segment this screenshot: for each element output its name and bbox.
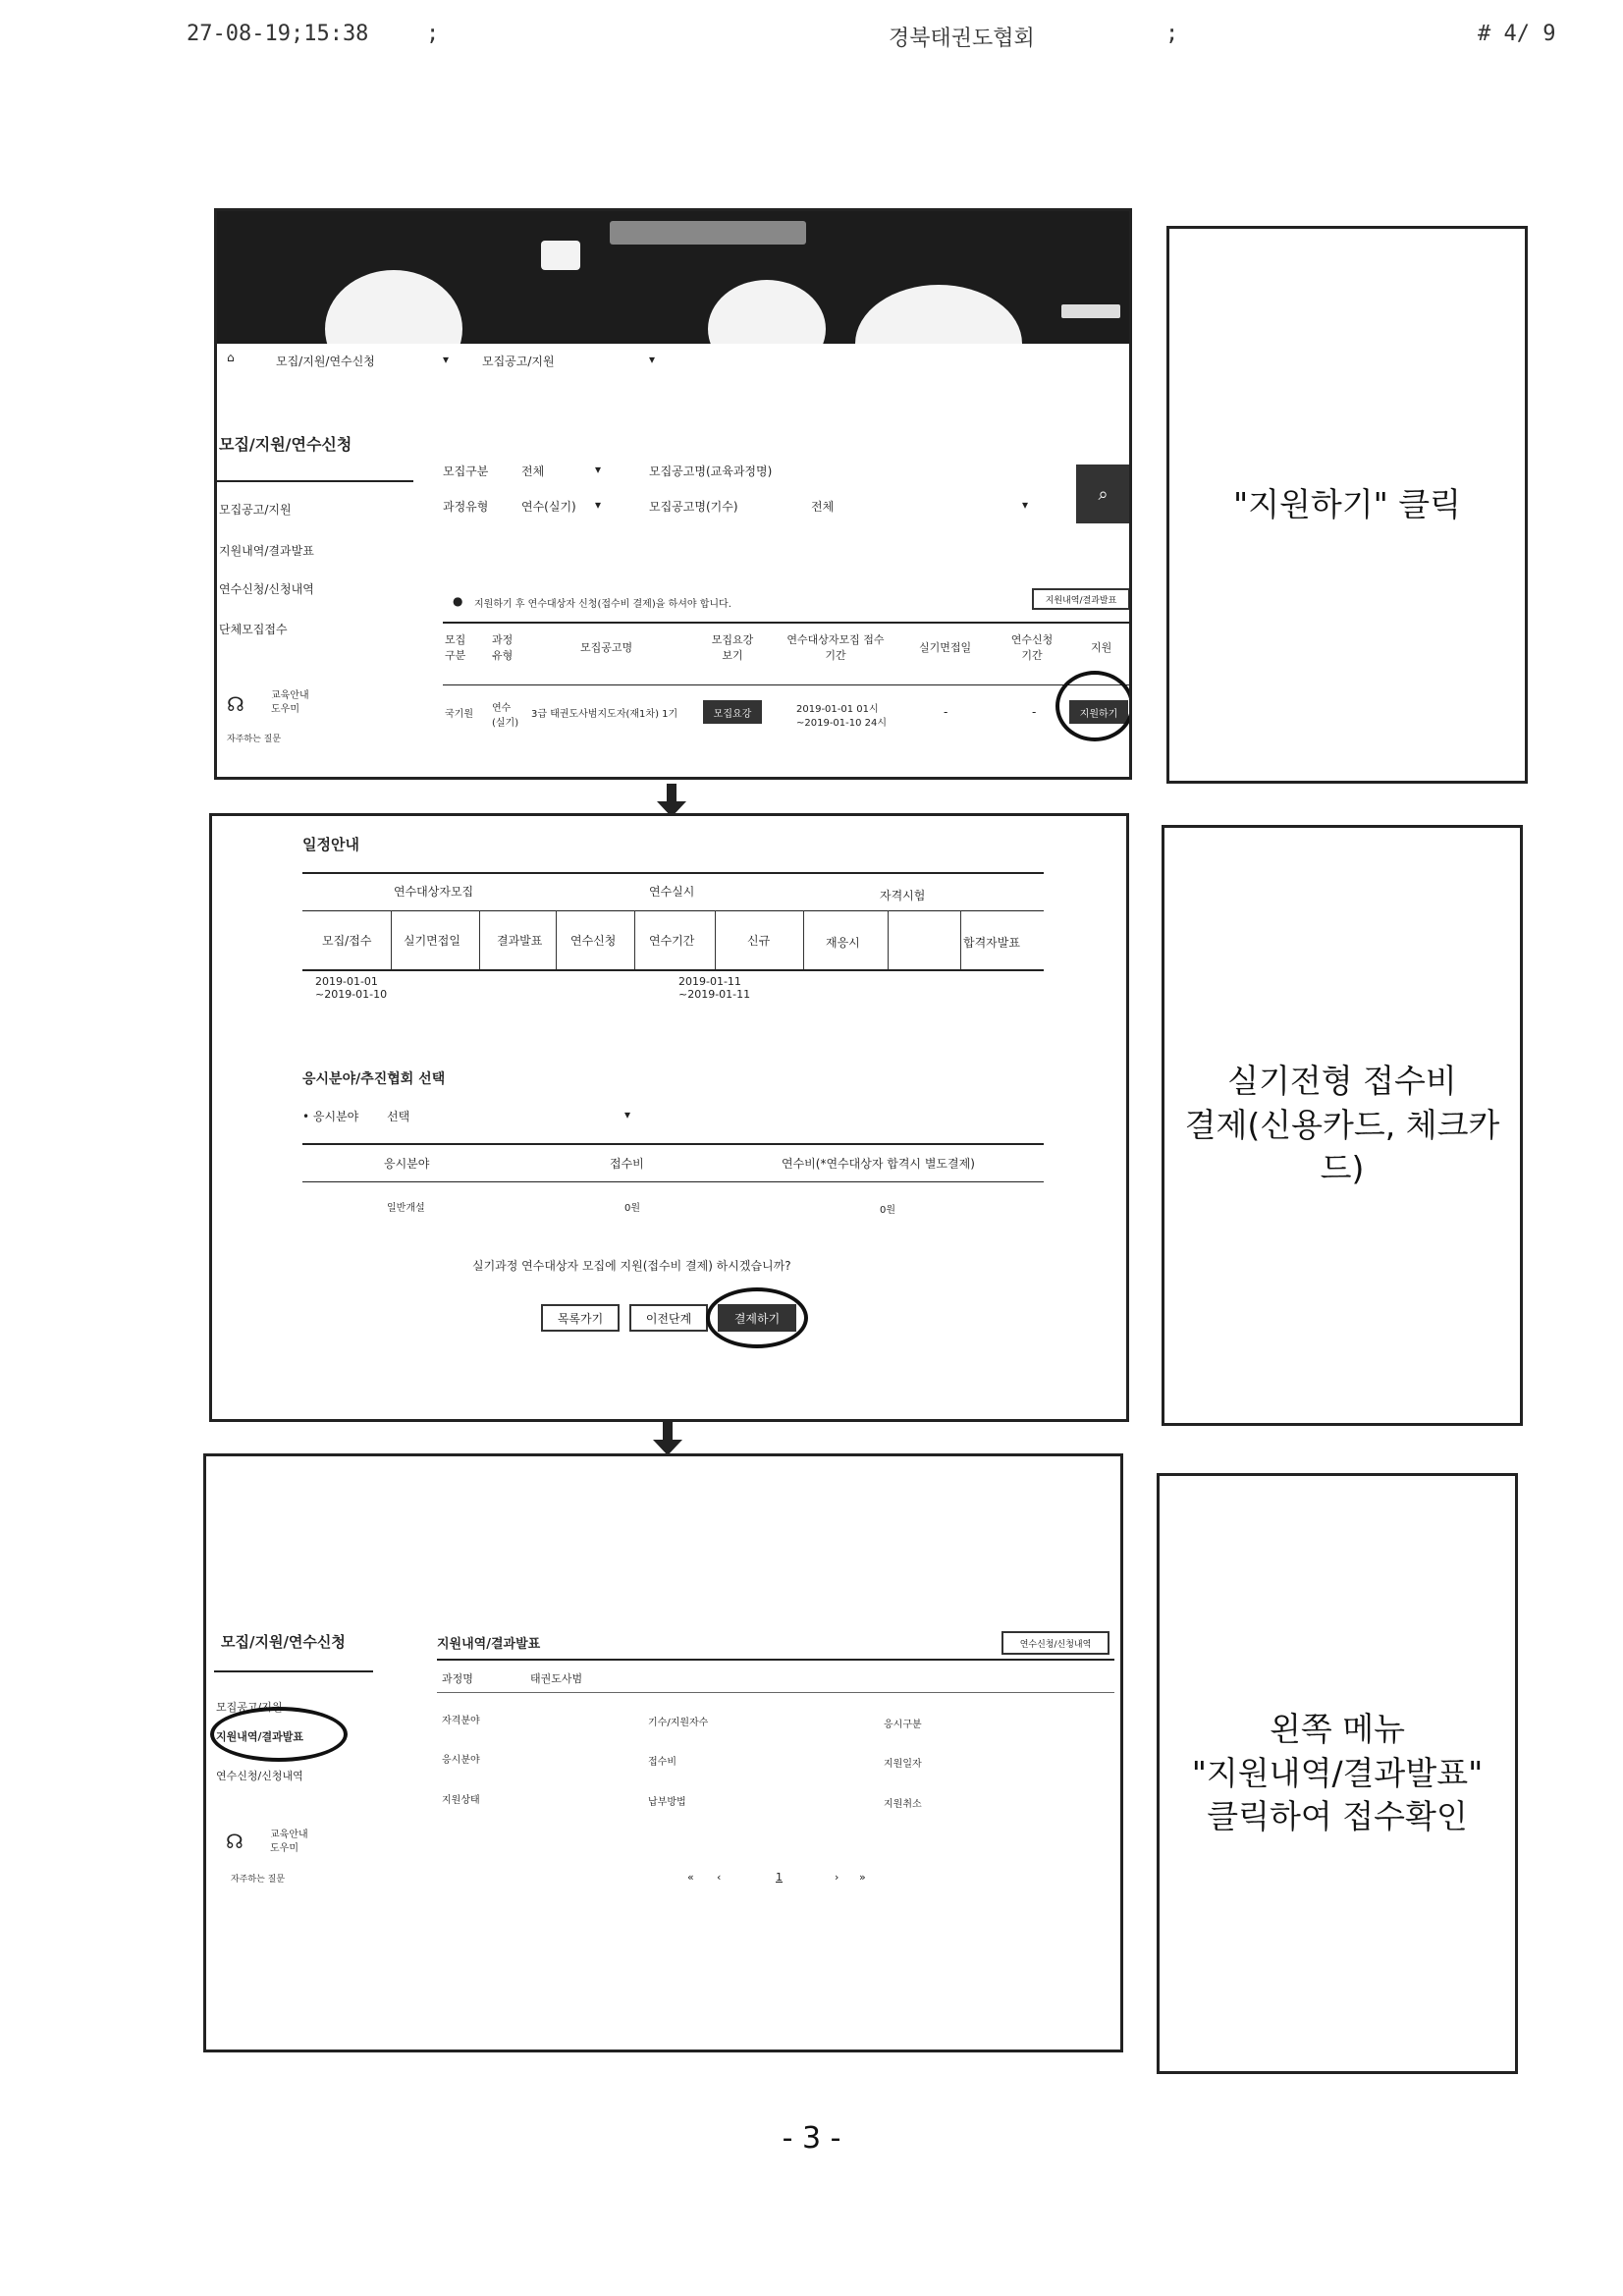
instruction-note: 실기전형 접수비 결제(신용카드, 체크카드) <box>1162 825 1523 1426</box>
filter-label: 모집공고명(교육과정명) <box>649 465 773 478</box>
screenshot-recruit-list: ⌂ 모집/지원/연수신청 ▾ 모집공고/지원 ▾ 모집/지원/연수신청 모집공고/지원 지원내역/결과발표 연수신청/신청내역 단체모집접수 ☊ 교육안내 도우미 자주하는 질문 모집구분 전체 ▾ 모집공고명(교육과정명) 과정유형 연수(실기) ▾ 모집공고명(기수) 전체 ▾ ⌕ ● 지원하기 후 연수대상자 신청(접수비 결제)을 하셔야 합니다. 지원내역/결과발표 모집 구분 과정 유형 모집공고명 모집요강 보기 연수대상자모집 접수기간 실기면접일 연수신청 기간 지원 국기원 연수 (실기) 3급 태권도사범지도자(재1차) 1기 모집요강 2019-01-01 01시 ~2019-01-10 24시 - - 지원하기 <box>214 208 1132 780</box>
table-header: 지원 <box>1091 641 1112 654</box>
info-label: 납부방법 <box>648 1797 686 1808</box>
chevron-down-icon: ▾ <box>595 463 602 476</box>
info-label: 자격분야 <box>442 1716 480 1726</box>
fax-timestamp: 27-08-19;15:38 <box>187 22 369 46</box>
confirm-question: 실기과정 연수대상자 모집에 지원(접수비 결제) 하시겠습니까? <box>472 1259 791 1273</box>
training-dates: 2019-01-11 ~2019-01-11 <box>678 975 751 1001</box>
screenshot-application-history <box>203 1453 1123 2052</box>
left-menu-item-active[interactable]: 지원내역/결과발표 <box>216 1730 304 1743</box>
schedule-column: 신규 <box>747 934 771 948</box>
field-title: 응시분야/추진협회 선택 <box>302 1071 446 1087</box>
headset-icon: ☊ <box>227 692 244 716</box>
schedule-column: 재응시 <box>826 936 860 950</box>
left-menu-item[interactable]: 지원내역/결과발표 <box>219 544 314 558</box>
instruction-note: 왼쪽 메뉴 "지원내역/결과발표" 클릭하여 접수확인 <box>1157 1473 1518 2074</box>
history-button[interactable]: 지원내역/결과발표 <box>1032 588 1130 610</box>
group-header: 자격시험 <box>880 889 926 902</box>
help-label[interactable]: 교육안내 <box>270 1830 308 1840</box>
table-header: 실기면접일 <box>919 641 972 654</box>
chevron-down-icon: ▾ <box>443 353 450 366</box>
chevron-down-icon: ▾ <box>624 1108 631 1121</box>
pay-button[interactable]: 결제하기 <box>718 1304 796 1332</box>
info-label: 기수/지원자수 <box>648 1718 709 1728</box>
left-menu-item[interactable]: 모집공고/지원 <box>216 1701 283 1714</box>
fee-header: 연수비(*연수대상자 합격시 별도결제) <box>782 1157 975 1171</box>
pagination-next[interactable]: › <box>835 1871 839 1884</box>
field-label: • 응시분야 <box>302 1110 359 1123</box>
highlight-circle <box>1055 671 1132 741</box>
table-header: 모집공고명 <box>580 641 633 654</box>
notice-text: 지원하기 후 연수대상자 신청(접수비 결제)을 하셔야 합니다. <box>474 599 731 610</box>
headset-icon: ☊ <box>226 1830 243 1853</box>
fax-separator: ; <box>426 22 440 46</box>
chevron-down-icon: ▾ <box>1022 498 1029 512</box>
recruit-dates: 2019-01-01 ~2019-01-10 <box>315 975 388 1001</box>
info-label: 응시구분 <box>884 1720 922 1730</box>
table-header: 연수대상자모집 접수기간 <box>786 633 885 662</box>
info-label: 지원상태 <box>442 1795 480 1806</box>
content-title: 지원내역/결과발표 <box>437 1637 541 1652</box>
filter-select-period[interactable]: 전체 <box>811 500 835 514</box>
table-header: 모집요강 보기 <box>711 633 754 662</box>
schedule-column: 실기면접일 <box>404 934 460 948</box>
schedule-column: 연수신청 <box>570 934 617 948</box>
info-label: 접수비 <box>648 1757 676 1768</box>
search-button[interactable] <box>1076 465 1130 523</box>
left-menu-item[interactable]: 연수신청/신청내역 <box>219 582 314 596</box>
table-header: 연수신청 기간 <box>1010 633 1054 662</box>
course-label: 과정명 <box>442 1672 473 1685</box>
training-history-button[interactable]: 연수신청/신청내역 <box>1001 1631 1109 1655</box>
filter-select-recruit-type[interactable]: 전체 <box>521 465 545 478</box>
section-title: 모집/지원/연수신청 <box>221 1633 346 1651</box>
pagination-prev[interactable]: ‹ <box>717 1871 722 1884</box>
list-button[interactable]: 목록가기 <box>541 1304 620 1332</box>
fee-header: 접수비 <box>610 1157 644 1171</box>
fee-header: 응시분야 <box>384 1157 430 1171</box>
help-label[interactable]: 도우미 <box>270 1843 298 1854</box>
breadcrumb-level2[interactable]: 모집공고/지원 <box>482 355 555 368</box>
fee-cell: 일반개설 <box>387 1203 425 1214</box>
fax-header <box>0 22 1623 61</box>
fee-cell: 0원 <box>880 1205 896 1216</box>
section-title: 모집/지원/연수신청 <box>219 435 352 454</box>
info-label: 지원취소 <box>884 1799 922 1810</box>
left-menu-item[interactable]: 모집공고/지원 <box>219 503 292 517</box>
instruction-note: "지원하기" 클릭 <box>1166 226 1528 784</box>
course-value: 태권도사범 <box>530 1672 583 1685</box>
group-header: 연수실시 <box>649 885 695 899</box>
filter-label: 모집공고명(기수) <box>649 500 738 514</box>
filter-label: 과정유형 <box>443 500 489 514</box>
schedule-column: 모집/접수 <box>322 934 372 948</box>
help-label[interactable]: 교육안내 <box>271 690 309 701</box>
pagination-first[interactable]: « <box>687 1871 694 1884</box>
screenshot-schedule-payment <box>209 813 1129 1422</box>
schedule-column: 결과발표 <box>497 934 543 948</box>
pagination-page[interactable]: 1 <box>776 1871 783 1884</box>
home-icon[interactable]: ⌂ <box>227 351 235 364</box>
table-header: 과정 유형 <box>492 633 514 662</box>
fee-cell: 0원 <box>624 1203 641 1214</box>
previous-button[interactable]: 이전단계 <box>629 1304 708 1332</box>
schedule-column: 연수기간 <box>649 934 695 948</box>
chevron-down-icon: ▾ <box>649 353 656 366</box>
guide-button[interactable]: 모집요강 <box>703 700 762 724</box>
fax-sender: 경북태권도협회 <box>889 27 1035 51</box>
highlight-circle <box>210 1707 348 1762</box>
help-label[interactable]: 도우미 <box>271 704 299 715</box>
table-header: 모집 구분 <box>445 633 466 662</box>
left-menu-item[interactable]: 단체모집접수 <box>219 623 288 636</box>
info-label: 응시분야 <box>442 1755 480 1766</box>
schedule-title: 일정안내 <box>302 836 359 853</box>
pagination-last[interactable]: » <box>859 1871 866 1884</box>
info-icon: ● <box>453 594 463 608</box>
filter-select-course-type[interactable]: 연수(실기) <box>521 500 576 514</box>
group-header: 연수대상자모집 <box>394 885 474 899</box>
info-label: 지원일자 <box>884 1759 922 1770</box>
field-select[interactable]: 선택 <box>387 1110 410 1123</box>
chevron-down-icon: ▾ <box>595 498 602 512</box>
faq-link[interactable]: 자주하는 질문 <box>231 1875 286 1885</box>
banner-image <box>217 211 1130 344</box>
faq-link[interactable]: 자주하는 질문 <box>227 735 282 744</box>
fax-separator: ; <box>1165 22 1179 46</box>
fax-page-count: # 4/ 9 <box>1478 22 1556 46</box>
page-number: - 3 - <box>782 2121 841 2156</box>
breadcrumb-level1[interactable]: 모집/지원/연수신청 <box>276 355 375 368</box>
filter-label: 모집구분 <box>443 465 489 478</box>
highlight-circle <box>706 1287 808 1348</box>
apply-button[interactable]: 지원하기 <box>1069 700 1128 724</box>
schedule-column: 합격자발표 <box>963 936 1020 950</box>
search-icon: ⌕ <box>1098 483 1109 505</box>
left-menu-item[interactable]: 연수신청/신청내역 <box>216 1770 303 1782</box>
